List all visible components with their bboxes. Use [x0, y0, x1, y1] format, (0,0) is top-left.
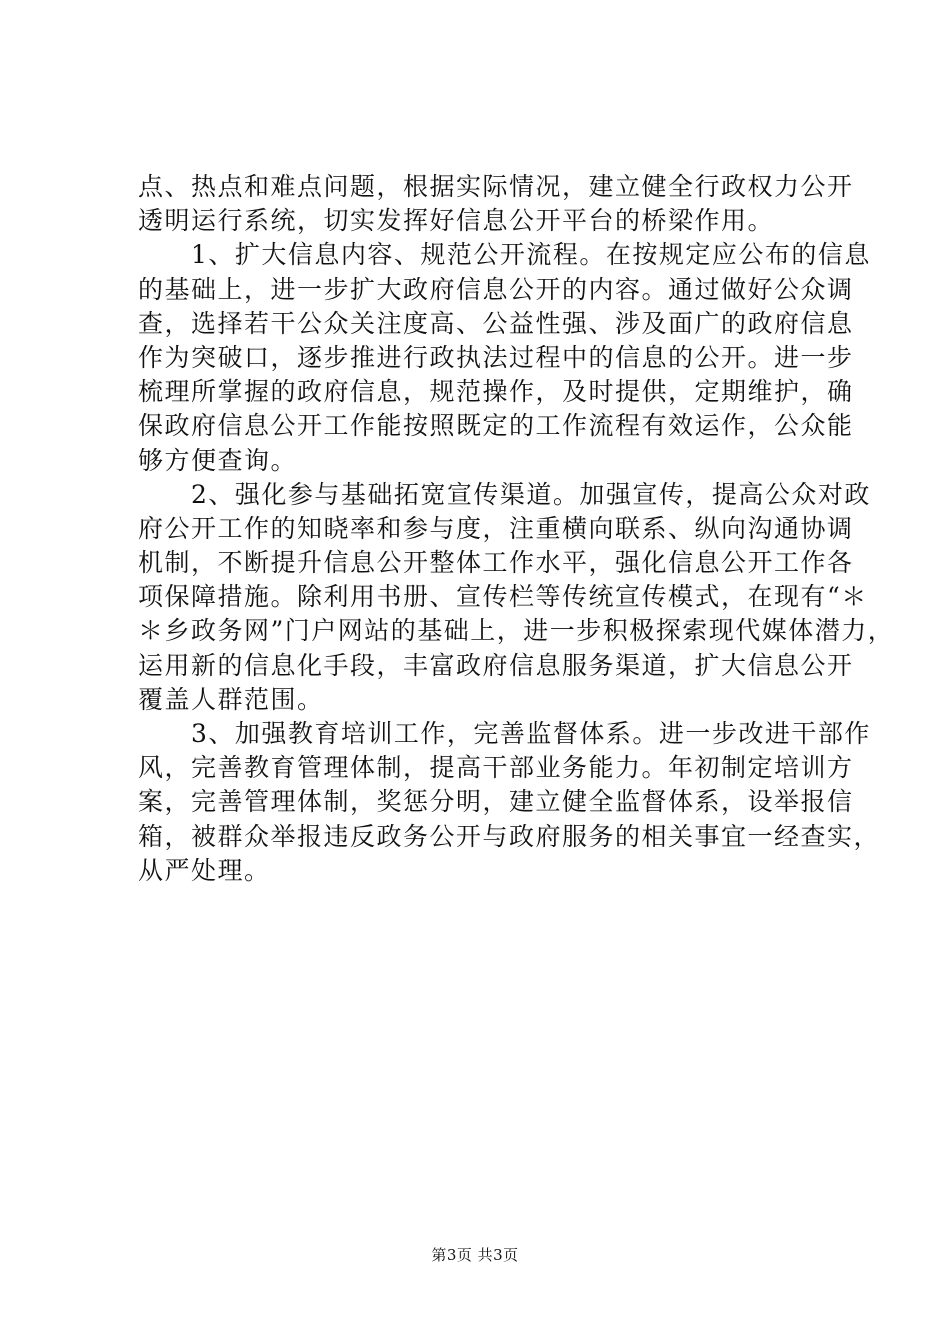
- text-line: 覆盖人群范围。: [138, 684, 324, 714]
- text-line: 案，完善管理体制，奖惩分明，建立健全监督体系，设举报信: [138, 787, 854, 817]
- paragraph-2-first-line: 2、强化参与基础拓宽宣传渠道。加强宣传，提高公众对政: [138, 479, 871, 509]
- text-line: 查，选择若干公众关注度高、公益性强、涉及面广的政府信息: [138, 308, 854, 338]
- text-line: 的基础上，进一步扩大政府信息公开的内容。通过做好公众调: [138, 274, 854, 304]
- text-line: ＊乡政务网”门户网站的基础上，进一步积极探索现代媒体潜力，: [138, 616, 895, 646]
- text-line: 梳理所掌握的政府信息，规范操作，及时提供，定期维护，确: [138, 377, 854, 407]
- text-line: 项保障措施。除利用书册、宣传栏等传统宣传模式，在现有“＊: [138, 582, 868, 612]
- text-line: 府公开工作的知晓率和参与度，注重横向联系、纵向沟通协调: [138, 513, 854, 543]
- text-line: 运用新的信息化手段，丰富政府信息服务渠道，扩大信息公开: [138, 650, 854, 680]
- text-line: 够方便查询。: [138, 445, 298, 475]
- text-line: 透明运行系统，切实发挥好信息公开平台的桥梁作用。: [138, 206, 775, 236]
- body-text: [138, 170, 895, 888]
- text-line: 箱，被群众举报违反政务公开与政府服务的相关事宜一经查实，: [138, 821, 881, 851]
- text-line: 保政府信息公开工作能按照既定的工作流程有效运作，公众能: [138, 411, 854, 441]
- text-line: 点、热点和难点问题，根据实际情况，建立健全行政权力公开: [138, 172, 854, 201]
- page-number-footer: 第3页 共3页: [431, 1246, 519, 1264]
- text-line: 从严处理。: [138, 855, 271, 885]
- text-line: 作为突破口，逐步推进行政执法过程中的信息的公开。进一步: [138, 342, 854, 372]
- text-line: 风，完善教育管理体制，提高干部业务能力。年初制定培训方: [138, 753, 854, 783]
- text-line: 机制，不断提升信息公开整体工作水平，强化信息公开工作各: [138, 548, 854, 578]
- paragraph-1-first-line: 1、扩大信息内容、规范公开流程。在按规定应公布的信息: [138, 240, 871, 270]
- paragraph-3-first-line: 3、加强教育培训工作，完善监督体系。进一步改进干部作: [138, 719, 871, 748]
